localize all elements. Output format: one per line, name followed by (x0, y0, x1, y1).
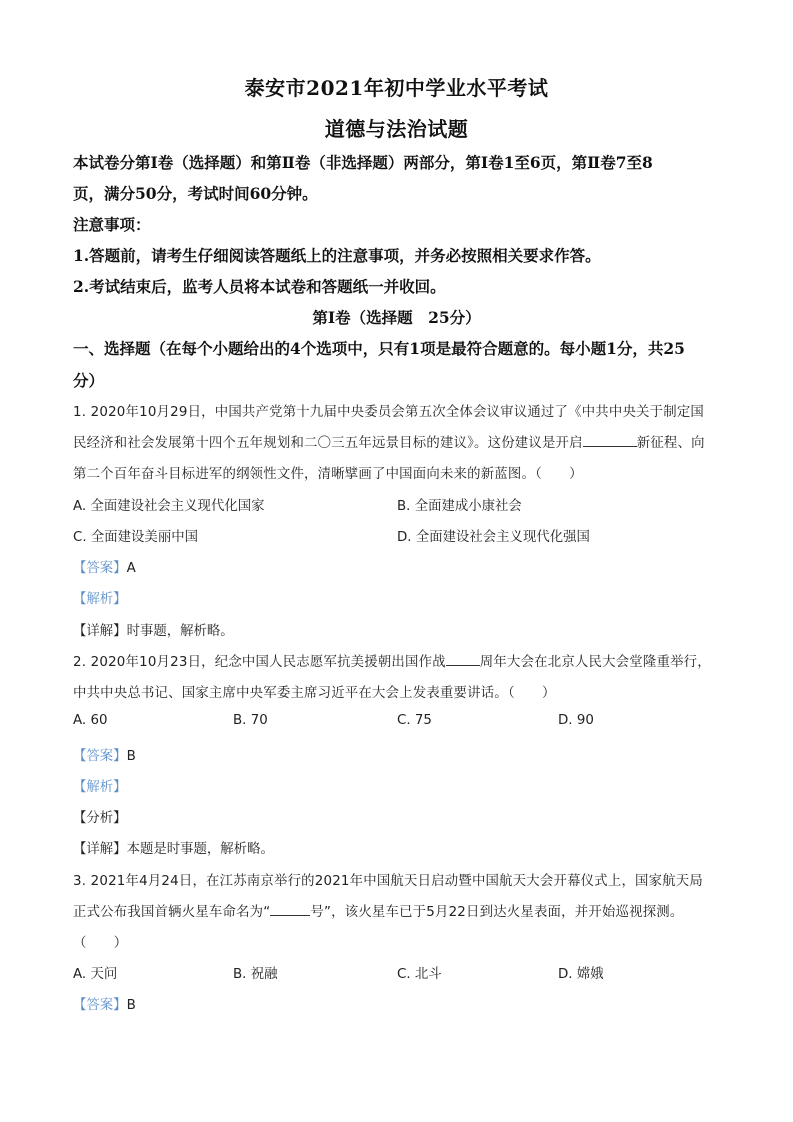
question-3-answer (73, 994, 136, 1013)
question-2-line-1-end: 周年大会在北京人民大会堂隆重举行， (479, 655, 711, 670)
question-3-line-2-end: 号”，该火星车已于5月22日到达火星表面，并开始巡视探测。 (310, 905, 684, 920)
detail-label: 【详解】 (73, 842, 127, 857)
answer-value: A (126, 561, 136, 576)
question-2-line-2: 中共中央总书记、国家主席中央军委主席习近平在大会上发表重要讲话。（ ） (73, 686, 556, 701)
question-2-analysis-label: 【解析】 (73, 780, 127, 795)
exam-title: 泰安市2021年初中学业水平考试 (244, 76, 549, 100)
notice-item-2: 2.考试结束后，监考人员将本试卷和答题纸一并收回。 (73, 277, 446, 296)
intro-line-1: 本试卷分第Ⅰ卷（选择题）和第Ⅱ卷（非选择题）两部分，第Ⅰ卷1至6页，第Ⅱ卷7至8 (73, 153, 653, 172)
section-instruction-line-2: 分） (73, 371, 105, 390)
fill-in-blank (583, 434, 637, 447)
exam-subtitle: 道德与法治试题 (324, 117, 469, 141)
question-1-detail (73, 620, 234, 639)
detail-text: 时事题，解析略。 (126, 624, 234, 639)
question-1-answer (73, 557, 136, 576)
question-3-option-b: B. 祝融 (233, 967, 278, 982)
question-2-option-c: C. 75 (397, 713, 432, 728)
question-1-option-c: C. 全面建设美丽中国 (73, 530, 198, 545)
notice-item-1: 1.答题前，请考生仔细阅读答题纸上的注意事项，并务必按照相关要求作答。 (73, 246, 601, 265)
question-1-option-d: D. 全面建设社会主义现代化强国 (397, 530, 590, 545)
question-3-line-2 (73, 901, 683, 920)
question-1-option-a: A. 全面建设社会主义现代化国家 (73, 499, 265, 514)
question-3-option-d: D. 嫦娥 (558, 967, 604, 982)
fill-in-blank (446, 653, 480, 666)
answer-label: 【答案】 (73, 561, 127, 576)
question-1-option-b: B. 全面建成小康社会 (397, 499, 522, 514)
question-1-line-1: 1. 2020年10月29日，中国共产党第十九届中央委员会第五次全体会议审议通过了《中共中央关于制定国 (73, 405, 705, 420)
question-2-fenxi-label: 【分析】 (73, 811, 127, 826)
question-2-line-1-start: 2. 2020年10月23日，纪念中国人民志愿军抗美援朝出国作战 (73, 655, 446, 670)
question-2-option-b: B. 70 (233, 713, 268, 728)
question-3-line-1: 3. 2021年4月24日，在江苏南京举行的2021年中国航天日启动暨中国航天大会开幕仪式上，国家航天局 (73, 874, 703, 889)
question-1-line-2-end: 新征程、向 (636, 436, 705, 451)
answer-value: B (126, 998, 136, 1013)
answer-label: 【答案】 (73, 998, 127, 1013)
detail-text: 本题是时事题，解析略。 (126, 842, 274, 857)
question-3-option-c: C. 北斗 (397, 967, 442, 982)
question-2-option-a: A. 60 (73, 713, 108, 728)
question-1-line-3: 第二个百年奋斗目标进军的纲领性文件，清晰擘画了中国面向未来的新蓝图。（ ） (73, 467, 583, 482)
question-2-line-1 (73, 651, 711, 670)
question-1-line-2-start: 民经济和社会发展第十四个五年规划和二〇三五年远景目标的建议》。这份建议是开启 (73, 436, 583, 451)
section-heading: 第Ⅰ卷（选择题 25分） (312, 308, 481, 327)
question-3-line-3: （ ） (73, 936, 128, 951)
intro-line-2: 页，满分50分，考试时间60分钟。 (73, 184, 318, 203)
question-3-line-2-start: 正式公布我国首辆火星车命名为“ (73, 905, 271, 920)
answer-value: B (126, 749, 136, 764)
section-instruction-line-1: 一、选择题（在每个小题给出的4个选项中，只有1项是最符合题意的。每小题1分，共25 (73, 339, 685, 358)
question-1-line-2 (73, 432, 705, 451)
detail-label: 【详解】 (73, 624, 127, 639)
question-1-analysis-label: 【解析】 (73, 592, 127, 607)
question-3-option-a: A. 天问 (73, 967, 118, 982)
question-2-option-d: D. 90 (558, 713, 594, 728)
question-2-detail (73, 838, 274, 857)
question-2-answer (73, 745, 136, 764)
fill-in-blank (270, 903, 310, 916)
notice-heading: 注意事项： (73, 215, 151, 234)
answer-label: 【答案】 (73, 749, 127, 764)
